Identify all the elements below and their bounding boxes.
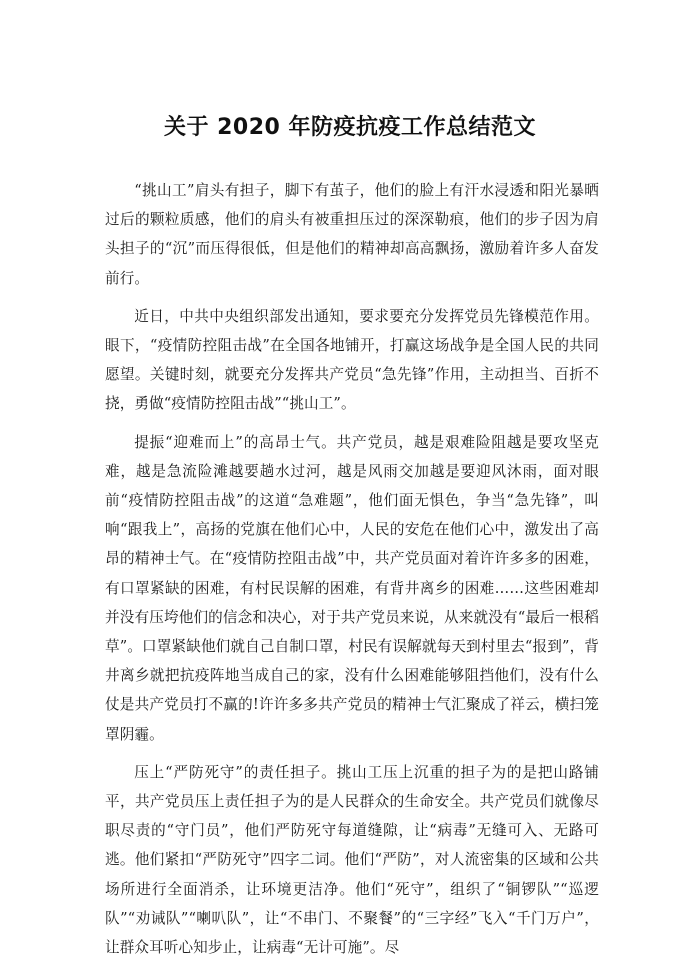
paragraph: 提振“迎难而上”的高昂士气。共产党员，越是艰难险阻越是要攻坚克难，越是急流险滩越要趟水过河，越是风雨交加越是要迎风沐雨，面对眼前“疫情防控阻击战”的这道“急难题”，他们面无惧色，争当“急先锋”，叫响“跟我上”，高扬的党旗在他们心中，人民的安危在他们心中，激发出了高昂的精神士气。在“疫情防控阻击战”中，共产党员面对着许许多多的困难，有口罩紧缺的困难，有村民误解的困难，有背井离乡的困难……这些困难却并没有压垮他们的信念和决心，对于共产党员来说，从来就没有“最后一根稻草”。口罩紧缺他们就自己自制口罩，村民有误解就每天到村里去“报到”，背井离乡就把抗疫阵地当成自己的家，没有什么困难能够阻挡他们，没有什么仗是共产党员打不赢的!许许多多共产党员的精神士气汇聚成了祥云，横扫笼罩阴霾。	[105, 433, 599, 743]
document-body	[105, 176, 599, 971]
document-title: 关于 2020 年防疫抗疫工作总结范文	[163, 115, 537, 140]
paragraph: 近日，中共中央组织部发出通知，要求要充分发挥党员先锋模范作用。眼下，“疫情防控阻击战”在全国各地铺开，打赢这场战争是全国人民的共同愿望。关键时刻，就要充分发挥共产党员“急先锋”作用，主动担当、百折不挠，勇做“疫情防控阻击战”“挑山工”。	[105, 307, 599, 413]
paragraph: 压上“严防死守”的责任担子。挑山工压上沉重的担子为的是把山路铺平，共产党员压上责任担子为的是人民群众的生命安全。共产党员们就像尽职尽责的“守门员”，他们严防死守每道缝隙，让“病毒”无缝可入、无路可逃。他们紧扣“严防死守”四字二词。他们“严防”，对人流密集的区域和公共场所进行全面消杀，让环境更洁净。他们“死守”，组织了“铜锣队”“巡逻队”“劝诫队”“喇叭队”，让“不串门、不聚餐”的“三字经”飞入“千门万户”，让群众耳听心知步止，让病毒“无计可施”。尽	[105, 763, 599, 957]
paragraph: “挑山工”肩头有担子，脚下有茧子，他们的脸上有汗水浸透和阳光暴晒过后的颗粒质感，他们的肩头有被重担压过的深深勒痕，他们的步子因为肩头担子的“沉”而压得很低，但是他们的精神却高高飘扬，激励着许多人奋发前行。	[105, 182, 599, 287]
